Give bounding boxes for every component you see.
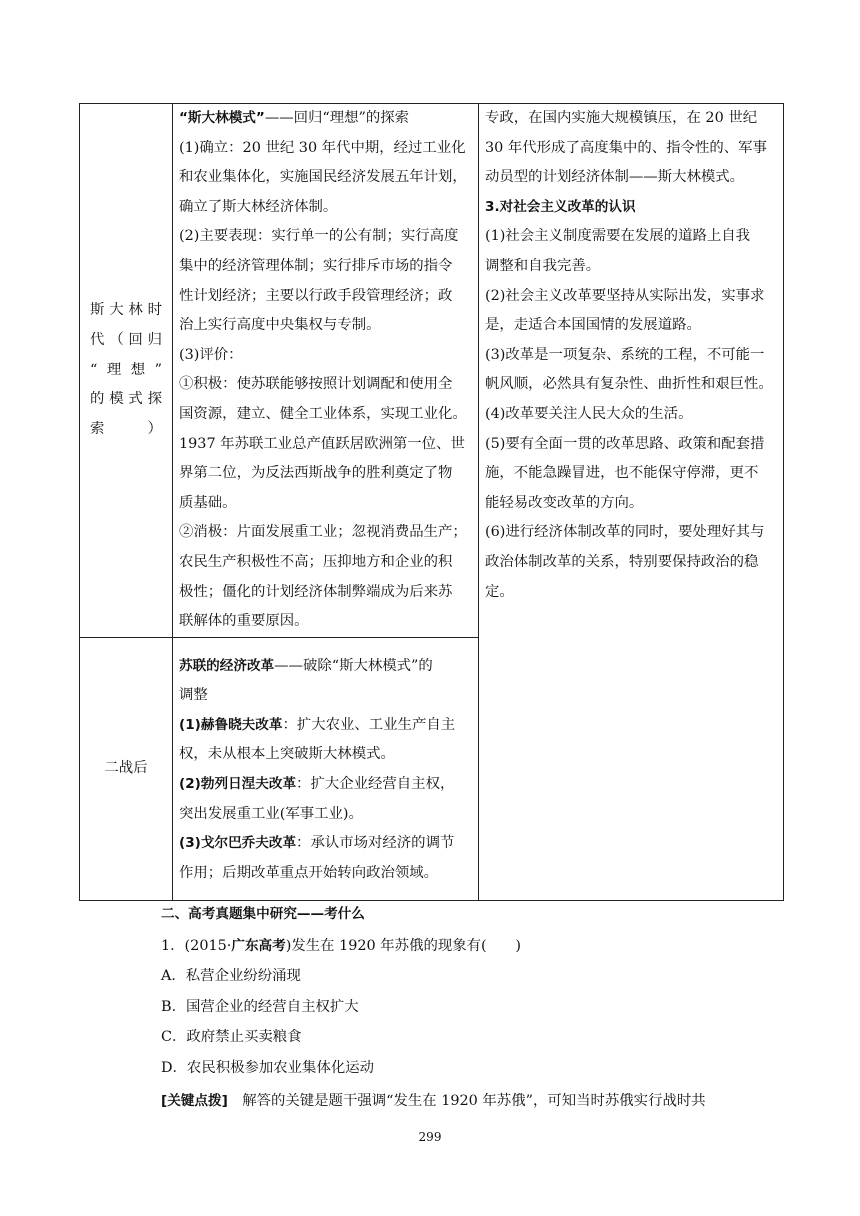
cell-title: “斯大林模式”——回归“理想”的探索 xyxy=(179,110,410,126)
text-line: (2)社会主义改革要坚持从实际出发，实事求 xyxy=(485,287,765,304)
text-line: (3)改革是一项复杂、系统的工程，不可能一 xyxy=(485,346,765,363)
row-label-line: 索） xyxy=(90,420,162,437)
text-line: 确立了斯大林经济体制。 xyxy=(179,198,338,215)
table-row xyxy=(80,104,784,638)
reform-understanding-cell xyxy=(479,104,784,901)
comparison-table xyxy=(79,103,784,901)
text-line: 调整和自我完善。 xyxy=(485,257,601,274)
reform-item: (2)勃列日涅夫改革：扩大企业经营自主权， xyxy=(179,776,455,793)
text-line: ②消极：片面发展重工业；忽视消费品生产； xyxy=(179,524,467,541)
cell-heading: 3.对社会主义改革的认识 xyxy=(485,198,636,215)
row-label-stalin-era xyxy=(80,104,173,638)
cell-body xyxy=(179,711,472,889)
text-line: 治上实行高度中央集权与专制。 xyxy=(179,317,381,334)
text-line: 能轻易改变改革的方向。 xyxy=(485,494,644,511)
text-line: 农民生产积极性不高；压抑地方和企业的积 xyxy=(179,553,453,570)
text-line: 联解体的重要原因。 xyxy=(179,613,309,630)
text-line: ①积极：使苏联能够按照计划调配和使用全 xyxy=(179,376,453,393)
cell-title: 苏联的经济改革——破除“斯大林模式”的 xyxy=(179,657,433,674)
text-line: 帆风顺，必然具有复杂性、曲折性和艰巨性。 xyxy=(485,376,773,393)
soviet-reform-cell: 苏联的经济改革——破除“斯大林模式”的 调整 (1)赫鲁晓夫改革：扩大农业、工业生产自主 权，未从根本上突破斯大林模式。 (2)勃列日涅夫改革：扩大企业经营自主权， 突出发展重工业(军事工业)。 (3)戈尔巴乔夫改革：承认市场对经济的调节 作用；后期改革重点开始转向政治领域。 xyxy=(173,637,479,900)
row-label-line: 的模式探 xyxy=(90,391,162,408)
reform-item: (3)戈尔巴乔夫改革：承认市场对经济的调节 xyxy=(179,835,455,852)
question-stem: 1．(2015·广东高考)发生在 1920 年苏俄的现象有( ) xyxy=(161,938,522,954)
text-line: 极性；僵化的计划经济体制弊端成为后来苏 xyxy=(179,583,453,600)
text-line: 1937 年苏联工业总产值跃居欧洲第一位、世 xyxy=(179,435,465,452)
text-line: (2)主要表现：实行单一的公有制；实行高度 xyxy=(179,228,459,245)
text-line: (1)社会主义制度需要在发展的道路上自我 xyxy=(485,228,751,245)
text-line: 集中的经济管理体制；实行排斥市场的指令 xyxy=(179,257,453,274)
row-label-text xyxy=(80,296,172,444)
cell-points xyxy=(485,222,777,607)
reform-item-continued: 权，未从根本上突破斯大林模式。 xyxy=(179,746,395,763)
cell-intro xyxy=(485,104,777,193)
reform-item: (1)赫鲁晓夫改革：扩大农业、工业生产自主 xyxy=(179,716,456,733)
reform-item-continued: 作用；后期改革重点开始转向政治领域。 xyxy=(179,864,439,881)
text-line: (3)评价： xyxy=(179,346,243,363)
row-label-line: 斯大林时 xyxy=(90,302,162,319)
reform-item-continued: 突出发展重工业(军事工业)。 xyxy=(179,805,363,822)
answer-option: C．政府禁止买卖粮食 xyxy=(161,1029,302,1045)
text-line: (5)要有全面一贯的改革思路、政策和配套措 xyxy=(485,435,765,452)
answer-option: B．国营企业的经营自主权扩大 xyxy=(161,999,359,1015)
text-line: (6)进行经济体制改革的同时，要处理好其与 xyxy=(485,524,765,541)
page-number: 299 xyxy=(418,1130,442,1144)
row-label-line: “理想” xyxy=(90,361,162,378)
text-line: 专政，在国内实施大规模镇压，在 20 世纪 xyxy=(485,110,758,126)
text-line: 界第二位，为反法西斯战争的胜利奠定了物 xyxy=(179,465,453,482)
text-line: 性计划经济；主要以行政手段管理经济；政 xyxy=(179,287,453,304)
stalin-model-cell xyxy=(173,104,479,638)
text-line: 动员型的计划经济体制——斯大林模式。 xyxy=(485,169,745,186)
text-line: (1)确立：20 世纪 30 年代中期，经过工业化 xyxy=(179,139,466,156)
answer-option: A．私营企业纷纷涌现 xyxy=(161,968,301,984)
text-line: (4)改革要关注人民大众的生活。 xyxy=(485,405,693,422)
text-line: 和农业集体化，实施国民经济发展五年计划， xyxy=(179,169,467,186)
section-title: 二、高考真题集中研究——考什么 xyxy=(161,906,365,922)
key-hint: [关键点拨] 解答的关键是题干强调“发生在 1920 年苏俄”，可知当时苏俄实行战时共 xyxy=(161,1093,706,1109)
row-label-line: 代（回归 xyxy=(90,331,162,348)
text-line: 30 年代形成了高度集中的、指令性的、军事 xyxy=(485,139,767,156)
cell-body xyxy=(179,134,472,637)
text-line: 定。 xyxy=(485,583,514,600)
text-line: 质基础。 xyxy=(179,494,237,511)
text-line: 国资源，建立、健全工业体系，实现工业化。 xyxy=(179,405,467,422)
row-label-postwar: 二战后 xyxy=(80,637,173,900)
text-line: 是，走适合本国国情的发展道路。 xyxy=(485,317,701,334)
answer-option: D．农民积极参加农业集体化运动 xyxy=(161,1060,375,1076)
text-line: 政治体制改革的关系，特别要保持政治的稳 xyxy=(485,553,759,570)
text-line: 施，不能急躁冒进，也不能保守停滞，更不 xyxy=(485,465,759,482)
